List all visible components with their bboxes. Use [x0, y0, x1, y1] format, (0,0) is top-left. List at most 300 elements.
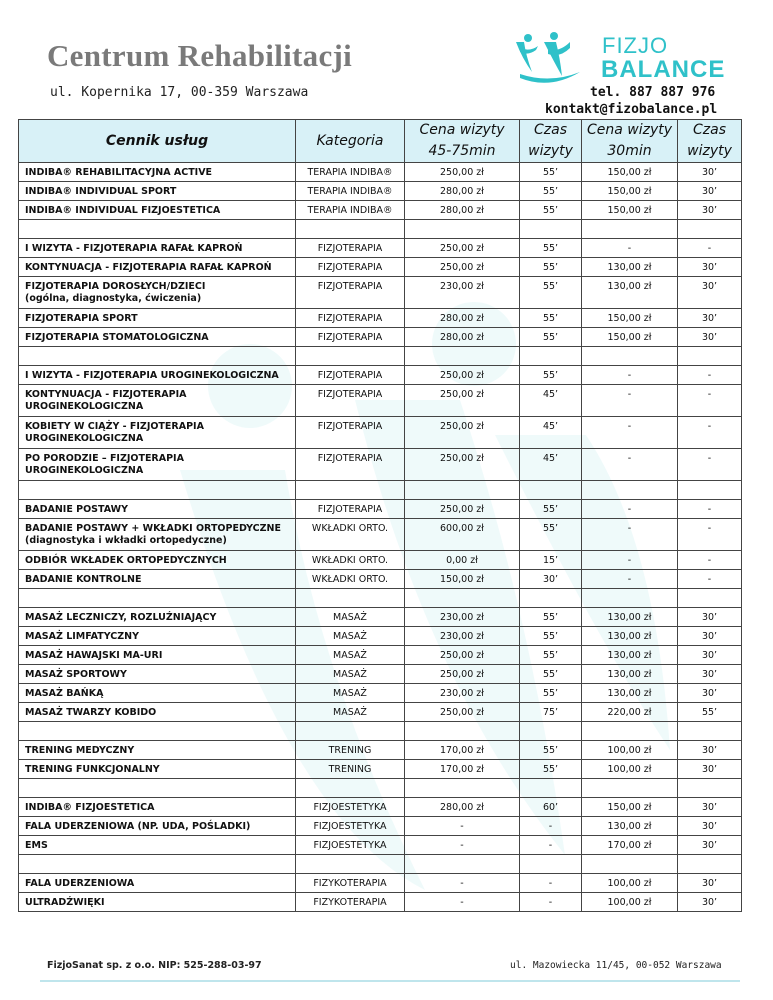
table-row: [19, 741, 742, 760]
empty-cell: [405, 722, 520, 741]
table-spacer-row: [19, 220, 742, 239]
category-cell: TERAPIA INDIBA®: [296, 201, 405, 220]
service-name: MASAŻ BAŃKĄ: [25, 688, 104, 699]
empty-cell: [678, 589, 742, 608]
empty-cell: [405, 779, 520, 798]
table-row: [19, 309, 742, 328]
empty-cell: [520, 722, 582, 741]
duration-long-cell: -: [520, 893, 582, 912]
price-long-cell: 250,00 zł: [405, 703, 520, 722]
service-name-cell: [19, 627, 296, 646]
price-short-cell: -: [582, 366, 678, 385]
empty-cell: [520, 855, 582, 874]
service-name: MASAŻ TWARZY KOBIDO: [25, 707, 157, 718]
table-row: [19, 385, 742, 417]
duration-long-cell: -: [520, 817, 582, 836]
table-spacer-row: [19, 589, 742, 608]
service-subtitle: UROGINEKOLOGICZNA: [25, 433, 144, 444]
table-row: [19, 798, 742, 817]
duration-short-cell: 30’: [678, 328, 742, 347]
price-short-cell: -: [582, 500, 678, 519]
service-name-cell: [19, 608, 296, 627]
footer-divider: [40, 980, 740, 982]
table-body: [19, 163, 742, 912]
category-cell: MASAŻ: [296, 646, 405, 665]
duration-long-cell: 55’: [520, 366, 582, 385]
table-row: [19, 646, 742, 665]
category-cell: FIZJOTERAPIA: [296, 500, 405, 519]
duration-short-cell: -: [678, 366, 742, 385]
header-cell: Cena wizyty 30min: [582, 120, 678, 163]
empty-cell: [296, 481, 405, 500]
service-name-cell: [19, 163, 296, 182]
service-name-cell: [19, 258, 296, 277]
empty-cell: [520, 347, 582, 366]
price-long-cell: 250,00 zł: [405, 239, 520, 258]
service-name-cell: [19, 519, 296, 551]
price-long-cell: 250,00 zł: [405, 163, 520, 182]
empty-cell: [520, 220, 582, 239]
duration-short-cell: 30’: [678, 798, 742, 817]
category-cell: WKŁADKI ORTO.: [296, 519, 405, 551]
empty-cell: [582, 347, 678, 366]
service-name: BADANIE POSTAWY: [25, 504, 129, 515]
empty-cell: [678, 722, 742, 741]
table-row: [19, 893, 742, 912]
header-cell: Kategoria: [296, 120, 405, 163]
table-row: [19, 760, 742, 779]
duration-long-cell: 55’: [520, 239, 582, 258]
duration-short-cell: 30’: [678, 163, 742, 182]
page-title: Centrum Rehabilitacji: [47, 38, 353, 73]
service-name: MASAŻ SPORTOWY: [25, 669, 127, 680]
duration-long-cell: 55’: [520, 760, 582, 779]
empty-cell: [19, 779, 296, 798]
price-short-cell: 100,00 zł: [582, 893, 678, 912]
duration-long-cell: 30’: [520, 570, 582, 589]
duration-long-cell: -: [520, 836, 582, 855]
table-header-row: [19, 120, 742, 163]
duration-short-cell: 30’: [678, 182, 742, 201]
duration-long-cell: 55’: [520, 163, 582, 182]
empty-cell: [19, 855, 296, 874]
contact-email: kontakt@fizobalance.pl: [545, 102, 718, 117]
price-long-cell: 230,00 zł: [405, 608, 520, 627]
service-subtitle: (ogólna, diagnostyka, ćwiczenia): [25, 293, 202, 304]
price-short-cell: 130,00 zł: [582, 684, 678, 703]
duration-short-cell: 30’: [678, 893, 742, 912]
table-row: [19, 163, 742, 182]
empty-cell: [678, 347, 742, 366]
empty-cell: [405, 589, 520, 608]
duration-short-cell: -: [678, 570, 742, 589]
service-name-cell: [19, 201, 296, 220]
price-short-cell: 150,00 zł: [582, 328, 678, 347]
service-name: FIZJOTERAPIA SPORT: [25, 313, 138, 324]
service-name-cell: [19, 760, 296, 779]
table-spacer-row: [19, 855, 742, 874]
empty-cell: [582, 589, 678, 608]
duration-short-cell: -: [678, 417, 742, 449]
price-long-cell: 280,00 zł: [405, 182, 520, 201]
price-short-cell: -: [582, 449, 678, 481]
service-name: TRENING MEDYCZNY: [25, 745, 135, 756]
duration-short-cell: 30’: [678, 760, 742, 779]
empty-cell: [19, 220, 296, 239]
table-row: [19, 874, 742, 893]
category-cell: FIZYKOTERAPIA: [296, 874, 405, 893]
table-row: [19, 328, 742, 347]
category-cell: TERAPIA INDIBA®: [296, 182, 405, 201]
empty-cell: [296, 855, 405, 874]
price-table: [18, 119, 742, 912]
empty-cell: [296, 722, 405, 741]
table-spacer-row: [19, 722, 742, 741]
table-row: [19, 817, 742, 836]
category-cell: MASAŻ: [296, 627, 405, 646]
price-short-cell: -: [582, 519, 678, 551]
service-name-cell: [19, 239, 296, 258]
price-short-cell: -: [582, 239, 678, 258]
price-long-cell: 230,00 zł: [405, 277, 520, 309]
duration-short-cell: 30’: [678, 665, 742, 684]
service-name-cell: [19, 385, 296, 417]
duration-short-cell: 30’: [678, 646, 742, 665]
table-row: [19, 500, 742, 519]
empty-cell: [19, 481, 296, 500]
price-short-cell: -: [582, 417, 678, 449]
service-name-cell: [19, 328, 296, 347]
empty-cell: [678, 481, 742, 500]
service-name-cell: [19, 277, 296, 309]
price-long-cell: 150,00 zł: [405, 570, 520, 589]
price-short-cell: -: [582, 570, 678, 589]
empty-cell: [520, 481, 582, 500]
empty-cell: [405, 347, 520, 366]
price-long-cell: -: [405, 836, 520, 855]
empty-cell: [19, 347, 296, 366]
price-short-cell: 150,00 zł: [582, 201, 678, 220]
price-short-cell: -: [582, 551, 678, 570]
empty-cell: [678, 779, 742, 798]
duration-short-cell: -: [678, 519, 742, 551]
category-cell: FIZJOTERAPIA: [296, 417, 405, 449]
category-cell: MASAŻ: [296, 684, 405, 703]
category-cell: FIZYKOTERAPIA: [296, 893, 405, 912]
empty-cell: [678, 220, 742, 239]
table-row: [19, 836, 742, 855]
category-cell: MASAŻ: [296, 665, 405, 684]
category-cell: FIZJOESTETYKA: [296, 798, 405, 817]
table-spacer-row: [19, 481, 742, 500]
header-cell: Cennik usług: [19, 120, 296, 163]
duration-short-cell: 30’: [678, 608, 742, 627]
price-short-cell: 100,00 zł: [582, 874, 678, 893]
service-name-cell: [19, 182, 296, 201]
price-short-cell: 130,00 zł: [582, 608, 678, 627]
price-long-cell: 250,00 zł: [405, 258, 520, 277]
empty-cell: [405, 220, 520, 239]
empty-cell: [678, 855, 742, 874]
price-long-cell: 250,00 zł: [405, 646, 520, 665]
duration-long-cell: 60’: [520, 798, 582, 817]
service-name-cell: [19, 703, 296, 722]
table-row: [19, 703, 742, 722]
service-name: BADANIE POSTAWY + WKŁADKI ORTOPEDYCZNE: [25, 523, 281, 534]
empty-cell: [520, 779, 582, 798]
empty-cell: [520, 589, 582, 608]
service-name-cell: [19, 741, 296, 760]
price-long-cell: 170,00 zł: [405, 760, 520, 779]
empty-cell: [19, 722, 296, 741]
service-name: FIZJOTERAPIA STOMATOLOGICZNA: [25, 332, 209, 343]
duration-long-cell: 45’: [520, 449, 582, 481]
service-name: MASAŻ HAWAJSKI MA-URI: [25, 650, 163, 661]
price-short-cell: 100,00 zł: [582, 760, 678, 779]
price-short-cell: 130,00 zł: [582, 646, 678, 665]
category-cell: WKŁADKI ORTO.: [296, 570, 405, 589]
empty-cell: [296, 347, 405, 366]
table-row: [19, 201, 742, 220]
table-row: [19, 570, 742, 589]
empty-cell: [582, 481, 678, 500]
service-name: INDIBA® INDIVIDUAL SPORT: [25, 186, 177, 197]
service-subtitle: UROGINEKOLOGICZNA: [25, 401, 144, 412]
price-long-cell: 250,00 zł: [405, 500, 520, 519]
service-name: EMS: [25, 840, 48, 851]
duration-short-cell: 30’: [678, 627, 742, 646]
duration-short-cell: 30’: [678, 817, 742, 836]
price-long-cell: 280,00 zł: [405, 328, 520, 347]
price-long-cell: -: [405, 893, 520, 912]
price-short-cell: 130,00 zł: [582, 627, 678, 646]
empty-cell: [582, 220, 678, 239]
footer-address: ul. Mazowiecka 11/45, 00-052 Warszawa: [510, 960, 722, 971]
service-name: MASAŻ LIMFATYCZNY: [25, 631, 139, 642]
duration-short-cell: 55’: [678, 703, 742, 722]
service-name: MASAŻ LECZNICZY, ROZLUŹNIAJĄCY: [25, 612, 217, 623]
duration-short-cell: 30’: [678, 258, 742, 277]
duration-long-cell: 15’: [520, 551, 582, 570]
table-spacer-row: [19, 347, 742, 366]
service-name: FALA UDERZENIOWA: [25, 878, 135, 889]
duration-long-cell: 55’: [520, 500, 582, 519]
duration-long-cell: 55’: [520, 258, 582, 277]
duration-short-cell: -: [678, 500, 742, 519]
category-cell: MASAŻ: [296, 608, 405, 627]
price-short-cell: 100,00 zł: [582, 741, 678, 760]
service-name-cell: [19, 798, 296, 817]
price-short-cell: 130,00 zł: [582, 817, 678, 836]
duration-short-cell: -: [678, 551, 742, 570]
footer-company: FizjoSanat sp. z o.o. NIP: 525-288-03-97: [47, 960, 262, 971]
service-name: FALA UDERZENIOWA (NP. UDA, POŚLADKI): [25, 821, 251, 832]
empty-cell: [582, 855, 678, 874]
table-row: [19, 366, 742, 385]
service-name: BADANIE KONTROLNE: [25, 574, 142, 585]
duration-short-cell: 30’: [678, 874, 742, 893]
table-row: [19, 665, 742, 684]
duration-long-cell: 75’: [520, 703, 582, 722]
price-long-cell: 250,00 zł: [405, 417, 520, 449]
service-name-cell: [19, 817, 296, 836]
category-cell: TRENING: [296, 741, 405, 760]
category-cell: FIZJOESTETYKA: [296, 836, 405, 855]
table-row: [19, 519, 742, 551]
category-cell: FIZJOESTETYKA: [296, 817, 405, 836]
header-cell: Czas wizyty: [678, 120, 742, 163]
service-name-cell: [19, 893, 296, 912]
price-long-cell: 250,00 zł: [405, 366, 520, 385]
table-row: [19, 258, 742, 277]
empty-cell: [405, 855, 520, 874]
price-short-cell: 130,00 zł: [582, 665, 678, 684]
price-short-cell: 150,00 zł: [582, 163, 678, 182]
duration-short-cell: 30’: [678, 741, 742, 760]
price-long-cell: 250,00 zł: [405, 449, 520, 481]
duration-long-cell: 55’: [520, 665, 582, 684]
price-long-cell: 280,00 zł: [405, 201, 520, 220]
duration-long-cell: 55’: [520, 201, 582, 220]
price-short-cell: 150,00 zł: [582, 309, 678, 328]
price-long-cell: 230,00 zł: [405, 684, 520, 703]
price-long-cell: 250,00 zł: [405, 385, 520, 417]
service-name-cell: [19, 500, 296, 519]
service-name: KONTYNUACJA - FIZJOTERAPIA: [25, 389, 187, 400]
service-name: I WIZYTA - FIZJOTERAPIA RAFAŁ KAPROŃ: [25, 243, 243, 254]
service-name-cell: [19, 309, 296, 328]
service-name: INDIBA® REHABILITACYJNA ACTIVE: [25, 167, 213, 178]
category-cell: FIZJOTERAPIA: [296, 366, 405, 385]
service-name: INDIBA® INDIVIDUAL FIZJOESTETICA: [25, 205, 221, 216]
price-short-cell: 220,00 zł: [582, 703, 678, 722]
service-name-cell: [19, 551, 296, 570]
category-cell: FIZJOTERAPIA: [296, 258, 405, 277]
service-subtitle: UROGINEKOLOGICZNA: [25, 465, 144, 476]
service-name-cell: [19, 684, 296, 703]
table-row: [19, 449, 742, 481]
table-row: [19, 627, 742, 646]
service-name-cell: [19, 366, 296, 385]
category-cell: WKŁADKI ORTO.: [296, 551, 405, 570]
duration-short-cell: -: [678, 449, 742, 481]
price-long-cell: 170,00 zł: [405, 741, 520, 760]
service-name-cell: [19, 417, 296, 449]
price-short-cell: 150,00 zł: [582, 182, 678, 201]
duration-short-cell: 30’: [678, 201, 742, 220]
table-row: [19, 684, 742, 703]
price-short-cell: -: [582, 385, 678, 417]
service-name: ULTRADŹWIĘKI: [25, 897, 105, 908]
empty-cell: [296, 779, 405, 798]
service-name-cell: [19, 449, 296, 481]
header-cell: Czas wizyty: [520, 120, 582, 163]
duration-long-cell: 55’: [520, 328, 582, 347]
duration-short-cell: 30’: [678, 309, 742, 328]
category-cell: TERAPIA INDIBA®: [296, 163, 405, 182]
table-spacer-row: [19, 779, 742, 798]
service-name: PO PORODZIE – FIZJOTERAPIA: [25, 453, 184, 464]
header-cell: Cena wizyty 45-75min: [405, 120, 520, 163]
category-cell: FIZJOTERAPIA: [296, 385, 405, 417]
service-name: ODBIÓR WKŁADEK ORTOPEDYCZNYCH: [25, 555, 227, 566]
category-cell: FIZJOTERAPIA: [296, 239, 405, 258]
price-long-cell: -: [405, 874, 520, 893]
contact-phone: tel. 887 887 976: [590, 85, 716, 100]
service-name: FIZJOTERAPIA DOROSŁYCH/DZIECI: [25, 281, 206, 292]
logo-text-balance: BALANCE: [601, 56, 726, 83]
service-name: I WIZYTA - FIZJOTERAPIA UROGINEKOLOGICZNA: [25, 370, 279, 381]
duration-long-cell: 55’: [520, 309, 582, 328]
empty-cell: [582, 779, 678, 798]
duration-long-cell: 55’: [520, 519, 582, 551]
duration-long-cell: 55’: [520, 646, 582, 665]
duration-short-cell: 30’: [678, 836, 742, 855]
duration-long-cell: 45’: [520, 417, 582, 449]
duration-long-cell: 55’: [520, 608, 582, 627]
price-short-cell: 150,00 zł: [582, 798, 678, 817]
empty-cell: [296, 589, 405, 608]
price-long-cell: 600,00 zł: [405, 519, 520, 551]
price-long-cell: 280,00 zł: [405, 798, 520, 817]
duration-long-cell: -: [520, 874, 582, 893]
service-name-cell: [19, 570, 296, 589]
service-name-cell: [19, 646, 296, 665]
duration-short-cell: 30’: [678, 277, 742, 309]
logo-text-fizjo: FIZJO: [602, 33, 669, 58]
duration-short-cell: -: [678, 385, 742, 417]
service-name-cell: [19, 665, 296, 684]
category-cell: FIZJOTERAPIA: [296, 449, 405, 481]
price-long-cell: 250,00 zł: [405, 665, 520, 684]
empty-cell: [296, 220, 405, 239]
service-name-cell: [19, 836, 296, 855]
table-row: [19, 551, 742, 570]
duration-long-cell: 55’: [520, 741, 582, 760]
service-name-cell: [19, 874, 296, 893]
service-name: TRENING FUNKCJONALNY: [25, 764, 160, 775]
clinic-address: ul. Kopernika 17, 00-359 Warszawa: [50, 85, 309, 100]
service-name: KONTYNUACJA - FIZJOTERAPIA RAFAŁ KAPROŃ: [25, 262, 272, 273]
duration-long-cell: 55’: [520, 277, 582, 309]
category-cell: FIZJOTERAPIA: [296, 277, 405, 309]
empty-cell: [582, 722, 678, 741]
table-row: [19, 277, 742, 309]
service-name: INDIBA® FIZJOESTETICA: [25, 802, 155, 813]
table-row: [19, 239, 742, 258]
duration-long-cell: 55’: [520, 182, 582, 201]
category-cell: TRENING: [296, 760, 405, 779]
price-long-cell: -: [405, 817, 520, 836]
price-long-cell: 280,00 zł: [405, 309, 520, 328]
price-short-cell: 130,00 zł: [582, 258, 678, 277]
duration-short-cell: -: [678, 239, 742, 258]
duration-long-cell: 55’: [520, 684, 582, 703]
empty-cell: [19, 589, 296, 608]
service-subtitle: (diagnostyka i wkładki ortopedyczne): [25, 535, 227, 546]
duration-long-cell: 55’: [520, 627, 582, 646]
duration-short-cell: 30’: [678, 684, 742, 703]
price-short-cell: 130,00 zł: [582, 277, 678, 309]
duration-long-cell: 45’: [520, 385, 582, 417]
service-name: KOBIETY W CIĄŻY - FIZJOTERAPIA: [25, 421, 204, 432]
table-row: [19, 608, 742, 627]
category-cell: MASAŻ: [296, 703, 405, 722]
table-row: [19, 182, 742, 201]
category-cell: FIZJOTERAPIA: [296, 309, 405, 328]
price-long-cell: 0,00 zł: [405, 551, 520, 570]
price-long-cell: 230,00 zł: [405, 627, 520, 646]
